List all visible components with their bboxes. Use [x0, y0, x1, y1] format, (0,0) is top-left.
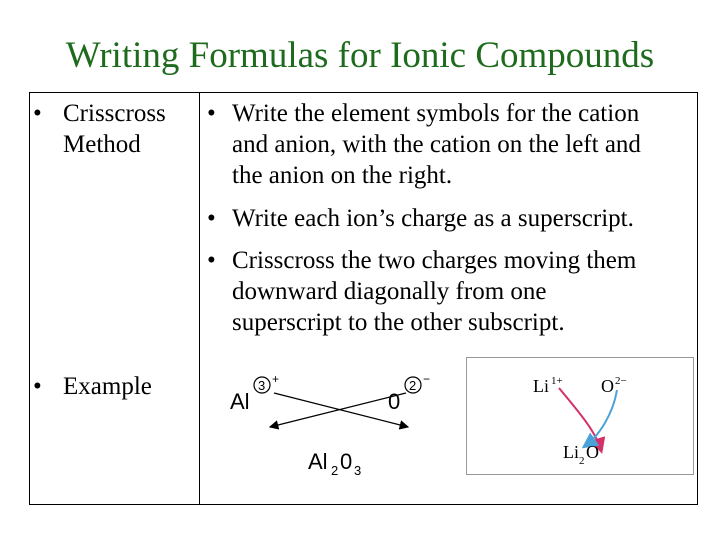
bullet-icon: • [33, 100, 42, 127]
term-line-2: Method [63, 131, 141, 158]
term-crisscross-method [33, 98, 193, 160]
product-b: O [586, 442, 599, 462]
product-a-sub: 2 [579, 455, 585, 467]
step-1-line-1: Write the element symbols for the cation [232, 100, 640, 127]
bullet-icon: • [33, 373, 42, 400]
anion-charge: 2− [615, 375, 627, 387]
anion-symbol: O [601, 376, 614, 396]
product-a: Al [308, 449, 328, 474]
crisscross-al2o3-drawing [216, 363, 456, 485]
crisscross-li2o-drawing [467, 358, 693, 474]
slide-title: Writing Formulas for Ionic Compounds [65, 35, 655, 76]
cation-symbol: Al [230, 389, 250, 414]
step-2 [207, 203, 697, 234]
step-1 [207, 98, 697, 191]
column-divider [199, 92, 200, 505]
step-3-line-3: superscript to the other subscript. [232, 309, 565, 336]
anion-sign: − [423, 372, 431, 386]
bullet-icon: • [207, 100, 216, 127]
product-b: 0 [340, 449, 353, 474]
cation-sign: + [272, 372, 280, 386]
step-3 [207, 245, 697, 338]
term-line-1: Crisscross [63, 100, 166, 127]
crisscross-figure-li2o [466, 357, 694, 475]
step-3-line-2: downward diagonally from one [232, 278, 547, 305]
step-1-line-2: and anion, with the cation on the left and [232, 131, 641, 158]
cation-symbol: Li [533, 376, 549, 396]
cation-charge: 3 [258, 378, 266, 393]
step-1-line-3: the anion on the right. [232, 162, 453, 189]
anion-charge: 2 [409, 378, 417, 393]
anion-symbol: 0 [388, 389, 401, 414]
product-a: Li [563, 442, 579, 462]
step-3-line-1: Crisscross the two charges moving them [232, 247, 637, 274]
crisscross-arrow-magenta [559, 388, 601, 450]
product-b-sub: 3 [354, 463, 362, 478]
crisscross-arrow-blue [585, 390, 617, 446]
crisscross-figure-al2o3 [216, 363, 456, 485]
step-2-line-1: Write each ion’s charge as a superscript. [232, 205, 634, 232]
product-a-sub: 2 [331, 463, 339, 478]
cation-charge: 1+ [551, 375, 563, 387]
bullet-icon: • [207, 247, 216, 274]
bullet-icon: • [207, 205, 216, 232]
example-label: • Example [33, 373, 152, 400]
